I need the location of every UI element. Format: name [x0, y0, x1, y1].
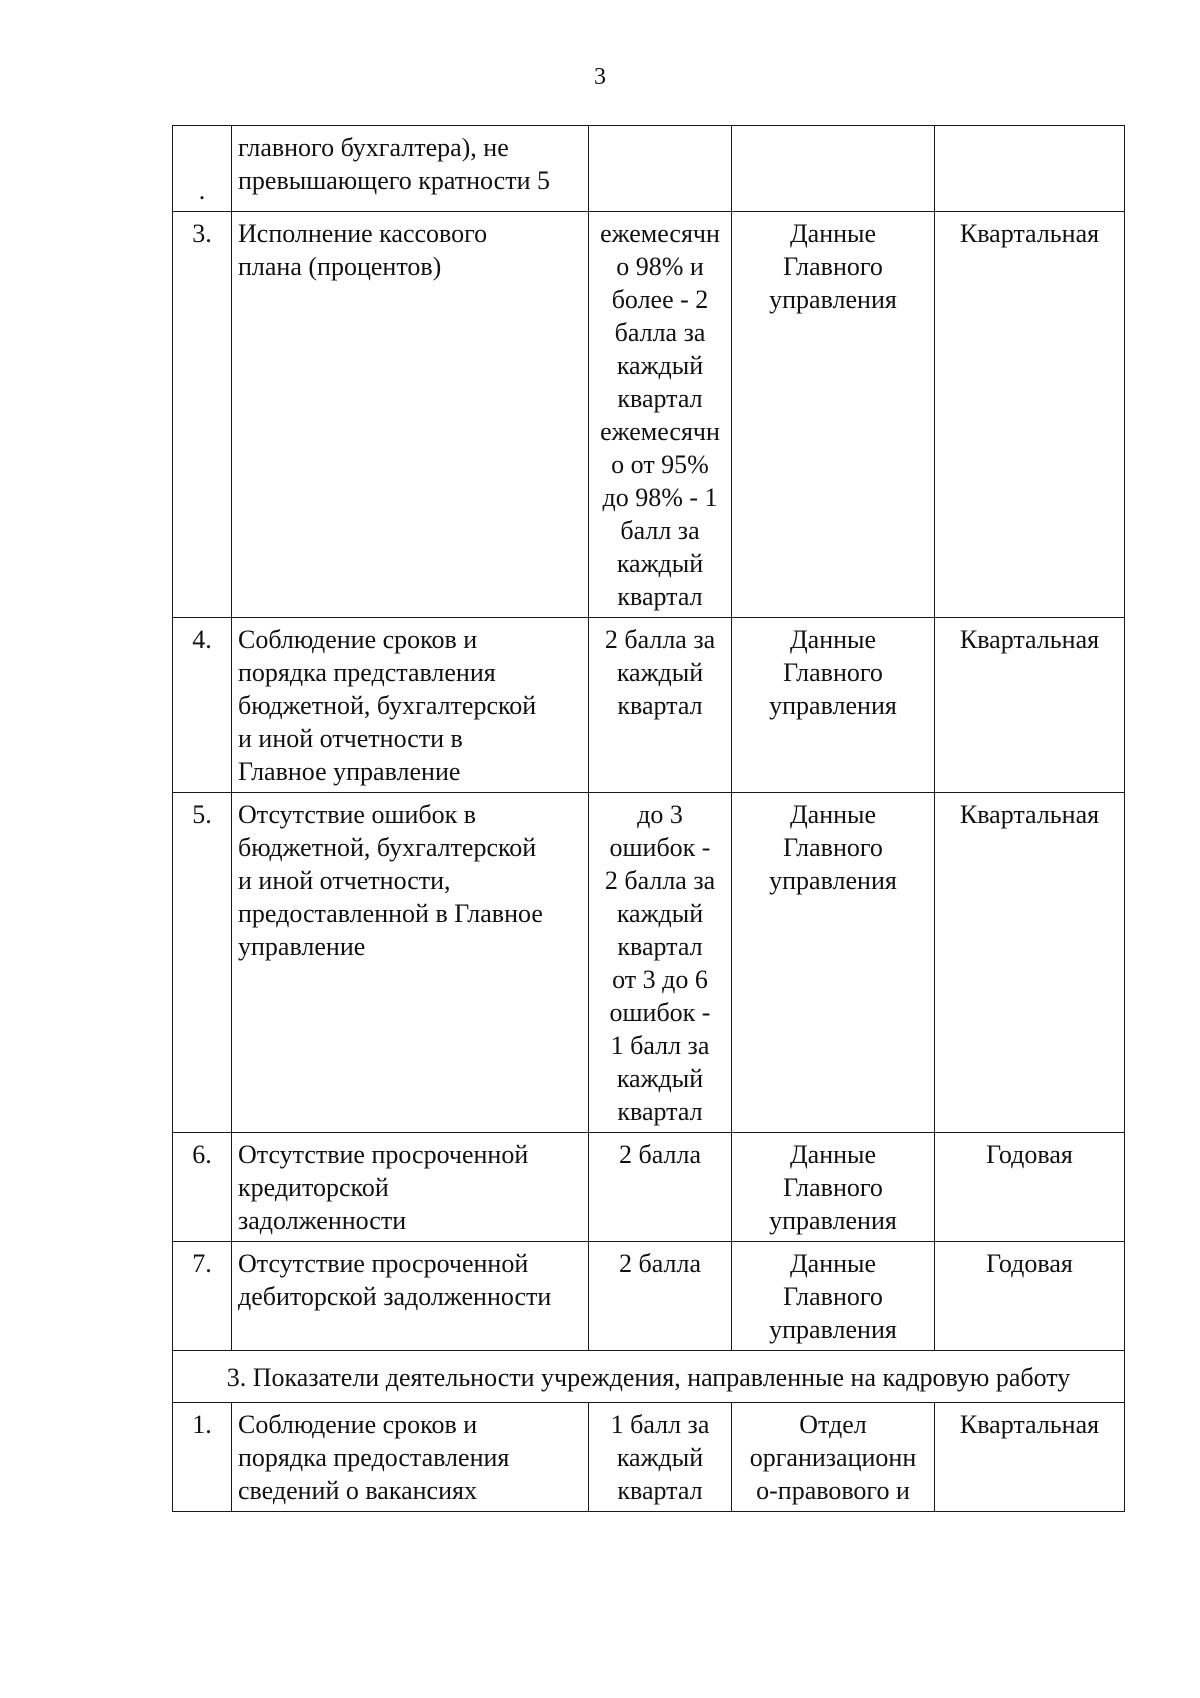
criteria-line: о 98% и	[616, 252, 704, 281]
criteria-line: 2 балла	[619, 1249, 701, 1278]
criteria-line: до 3	[637, 800, 683, 829]
periodicity-cell	[935, 126, 1125, 212]
table-row	[173, 1133, 1125, 1242]
row-number: .	[198, 176, 206, 205]
indicator-name-line: и иной отчетности в	[238, 724, 463, 753]
periodicity-cell	[935, 1133, 1125, 1242]
source-cell	[732, 618, 935, 793]
criteria-line: до 98% - 1	[602, 483, 718, 512]
source-line: Главного	[783, 658, 883, 687]
indicator-name-line: предоставленной в Главное	[238, 899, 543, 928]
source-line: управления	[769, 1206, 897, 1235]
source-line: Данные	[789, 1140, 877, 1169]
periodicity-value: Квартальная	[959, 1410, 1100, 1439]
source-line: о-правового и	[756, 1476, 910, 1505]
criteria-cell	[589, 618, 732, 793]
row-number: 6.	[192, 1140, 212, 1169]
indicator-name-cell	[232, 793, 589, 1133]
indicator-name-line: бюджетной, бухгалтерской	[238, 833, 537, 862]
criteria-line: 2 балла за	[604, 625, 716, 654]
indicator-name-line: кредиторской	[238, 1173, 389, 1202]
row-number: 1.	[192, 1410, 212, 1439]
indicator-name-cell	[232, 1403, 589, 1512]
table-row	[173, 793, 1125, 1133]
table-row	[173, 1242, 1125, 1351]
periodicity-cell	[935, 212, 1125, 618]
indicator-name-line: сведений о вакансиях	[238, 1476, 477, 1505]
table-row	[173, 618, 1125, 793]
source-cell	[732, 1403, 935, 1512]
criteria-line: 1 балл за	[610, 1410, 710, 1439]
periodicity-cell	[935, 793, 1125, 1133]
row-number-cell	[173, 212, 232, 618]
criteria-cell	[589, 1403, 732, 1512]
table-row	[173, 126, 1125, 212]
indicator-name-line: плана (процентов)	[238, 252, 442, 281]
criteria-line: квартал	[617, 1097, 703, 1126]
source-line: Данные	[789, 800, 877, 829]
indicator-name-cell	[232, 618, 589, 793]
source-line: управления	[769, 691, 897, 720]
indicator-name-line: Соблюдение сроков и	[238, 625, 478, 654]
periodicity-cell	[935, 1242, 1125, 1351]
source-line: организационн	[749, 1443, 917, 1472]
criteria-table	[172, 125, 1125, 1512]
periodicity-cell	[935, 618, 1125, 793]
source-line: Данные	[789, 1249, 877, 1278]
indicator-name-line: Исполнение кассового	[238, 219, 488, 248]
criteria-line: ежемесячн	[600, 219, 720, 248]
indicator-name-line: задолженности	[238, 1206, 407, 1235]
indicator-name-line: Главное управление	[238, 757, 461, 786]
indicator-name-line: порядка представления	[238, 658, 496, 687]
criteria-line: ежемесячн	[600, 417, 720, 446]
source-line: управления	[769, 285, 897, 314]
criteria-line: 1 балл за	[610, 1031, 710, 1060]
table-row	[173, 212, 1125, 618]
source-line: управления	[769, 1315, 897, 1344]
source-line: Главного	[783, 1173, 883, 1202]
periodicity-value: Годовая	[986, 1140, 1073, 1169]
criteria-line: о от 95%	[611, 450, 709, 479]
periodicity-value: Годовая	[986, 1249, 1073, 1278]
indicator-name-line: Отсутствие ошибок в	[238, 800, 477, 829]
source-cell	[732, 1133, 935, 1242]
criteria-cell	[589, 793, 732, 1133]
indicator-name-cell	[232, 212, 589, 618]
criteria-line: квартал	[617, 1476, 703, 1505]
source-line: Главного	[783, 833, 883, 862]
criteria-line: квартал	[617, 582, 703, 611]
source-cell	[732, 126, 935, 212]
criteria-line: каждый	[616, 1443, 704, 1472]
row-number-cell	[173, 1133, 232, 1242]
source-cell	[732, 1242, 935, 1351]
indicator-name-line: управление	[238, 932, 366, 961]
indicator-name-line: Отсутствие просроченной	[238, 1249, 529, 1278]
indicator-name-cell	[232, 126, 589, 212]
periodicity-value: Квартальная	[959, 625, 1100, 654]
source-line: Данные	[789, 219, 877, 248]
source-line: Главного	[783, 252, 883, 281]
criteria-line: квартал	[617, 932, 703, 961]
indicator-name-line: бюджетной, бухгалтерской	[238, 691, 537, 720]
indicator-name-line: порядка предоставления	[238, 1443, 510, 1472]
criteria-line: каждый	[616, 549, 704, 578]
row-number-cell	[173, 793, 232, 1133]
indicator-name-cell	[232, 1133, 589, 1242]
page-number: 3	[594, 64, 606, 90]
criteria-line: балл за	[620, 516, 700, 545]
source-line: управления	[769, 866, 897, 895]
criteria-line: квартал	[617, 384, 703, 413]
row-number: 5.	[192, 800, 212, 829]
criteria-line: 2 балла за	[604, 866, 716, 895]
criteria-line: 2 балла	[619, 1140, 701, 1169]
periodicity-value: Квартальная	[959, 219, 1100, 248]
row-number: 4.	[192, 625, 212, 654]
criteria-line: каждый	[616, 351, 704, 380]
row-number-cell	[173, 618, 232, 793]
indicator-name-line: главного бухгалтера), не	[238, 133, 509, 162]
criteria-cell	[589, 126, 732, 212]
source-line: Отдел	[799, 1410, 867, 1439]
indicator-name-line: Соблюдение сроков и	[238, 1410, 478, 1439]
row-number-cell	[173, 126, 232, 212]
row-number-cell	[173, 1403, 232, 1512]
criteria-line: ошибок -	[609, 998, 711, 1027]
source-line: Данные	[789, 625, 877, 654]
indicator-name-line: дебиторской задолженности	[238, 1282, 552, 1311]
source-cell	[732, 793, 935, 1133]
table-row	[173, 1403, 1125, 1512]
criteria-cell	[589, 1242, 732, 1351]
criteria-line: каждый	[616, 899, 704, 928]
criteria-line: от 3 до 6	[612, 965, 708, 994]
criteria-line: квартал	[617, 691, 703, 720]
criteria-line: каждый	[616, 658, 704, 687]
criteria-cell	[589, 212, 732, 618]
row-number: 3.	[192, 219, 212, 248]
criteria-line: балла за	[614, 318, 706, 347]
periodicity-cell	[935, 1403, 1125, 1512]
criteria-line: ошибок -	[609, 833, 711, 862]
row-number: 7.	[192, 1249, 212, 1278]
indicator-name-cell	[232, 1242, 589, 1351]
criteria-cell	[589, 1133, 732, 1242]
source-cell	[732, 212, 935, 618]
section-heading: 3. Показатели деятельности учреждения, направленные на кадровую работу	[173, 1351, 1125, 1403]
section-heading-row	[173, 1351, 1125, 1403]
criteria-line: каждый	[616, 1064, 704, 1093]
criteria-line: более - 2	[611, 285, 709, 314]
periodicity-value: Квартальная	[959, 800, 1100, 829]
source-line: Главного	[783, 1282, 883, 1311]
row-number-cell	[173, 1242, 232, 1351]
indicator-name-line: и иной отчетности,	[238, 866, 451, 895]
indicator-name-line: Отсутствие просроченной	[238, 1140, 529, 1169]
indicator-name-line: превышающего кратности 5	[238, 166, 550, 195]
